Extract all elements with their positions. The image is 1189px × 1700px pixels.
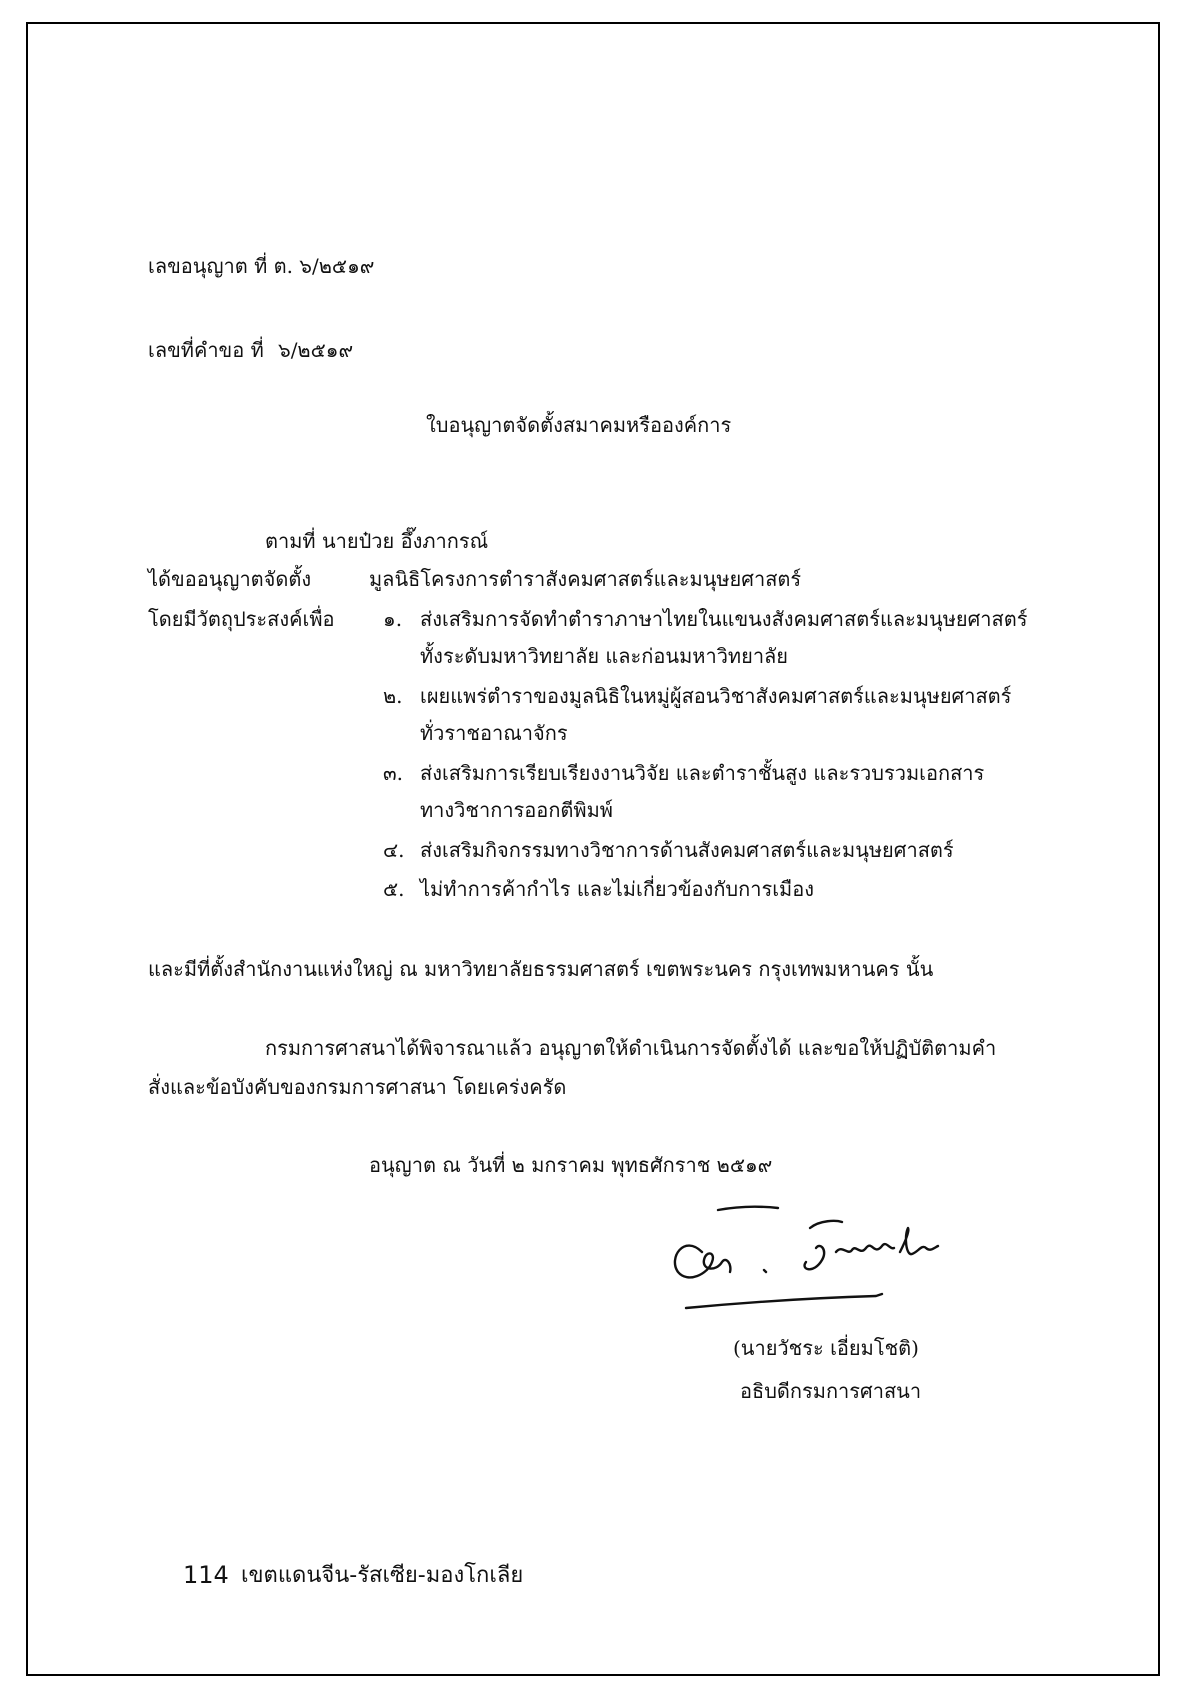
approval-line: กรมการศาสนาได้พิจารณาแล้ว อนุญาตให้ดำเนินการจัดตั้งได้ และขอให้ปฏิบัติตามคำ bbox=[265, 1036, 997, 1060]
objective-text-cont: ทั้งระดับมหาวิทยาลัย และก่อนมหาวิทยาลัย bbox=[420, 644, 789, 668]
request-number-value: ๖/๒๕๑๙ bbox=[278, 338, 354, 362]
approval-date: อนุญาต ณ วันที่ ๒ มกราคม พุทธศักราช ๒๕๑๙ bbox=[369, 1153, 773, 1177]
license-number: เลขอนุญาต ที่ ต. ๖/๒๕๑๙ bbox=[148, 254, 375, 278]
approval-line-cont: สั่งและข้อบังคับของกรมการศาสนา โดยเคร่งครัด bbox=[148, 1075, 567, 1099]
headquarters-line: และมีที่ตั้งสำนักงานแห่งใหญ่ ณ มหาวิทยาลัยธรรมศาสตร์ เขตพระนคร กรุงเทพมหานคร นั้น bbox=[148, 957, 934, 981]
document-title: ใบอนุญาตจัดตั้งสมาคมหรือองค์การ bbox=[426, 413, 732, 437]
objective-text: เผยแพร่ตำราของมูลนิธิในหมู่ผู้สอนวิชาสังคมศาสตร์และมนุษยศาสตร์ bbox=[420, 684, 1012, 708]
signatory-name: (นายวัชระ เอี่ยมโชติ) bbox=[733, 1336, 919, 1360]
book-title: เขตแดนจีน-รัสเซีย-มองโกเลีย bbox=[241, 1563, 524, 1588]
objective-text: ส่งเสริมกิจกรรมทางวิชาการด้านสังคมศาสตร์และมนุษยศาสตร์ bbox=[420, 838, 954, 862]
organization-name: มูลนิธิโครงการตำราสังคมศาสตร์และมนุษยศาสตร์ bbox=[369, 567, 802, 591]
objective-number: ๓. bbox=[383, 761, 404, 785]
objective-text-cont: ทางวิชาการออกตีพิมพ์ bbox=[420, 798, 613, 822]
objective-text: ไม่ทำการค้ากำไร และไม่เกี่ยวข้องกับการเมือง bbox=[420, 877, 815, 901]
objective-number: ๔. bbox=[383, 838, 405, 862]
page-number: 114 bbox=[183, 1561, 229, 1589]
signatory-position: อธิบดีกรมการศาสนา bbox=[740, 1379, 922, 1403]
purpose-label: โดยมีวัตถุประสงค์เพื่อ bbox=[148, 607, 335, 631]
request-label: ได้ขออนุญาตจัดตั้ง bbox=[148, 567, 312, 591]
signature-image bbox=[660, 1190, 980, 1310]
objective-text: ส่งเสริมการจัดทำตำราภาษาไทยในแขนงสังคมศาสตร์และมนุษยศาสตร์ bbox=[420, 607, 1028, 631]
request-number-label: เลขที่คำขอ ที่ bbox=[148, 338, 264, 362]
objective-text: ส่งเสริมการเรียบเรียงงานวิจัย และตำราชั้นสูง และรวบรวมเอกสาร bbox=[420, 761, 985, 785]
objective-number: ๒. bbox=[383, 684, 403, 708]
objective-number: ๕. bbox=[383, 877, 405, 901]
objective-text-cont: ทั่วราชอาณาจักร bbox=[420, 721, 568, 745]
applicant-line: ตามที่ นายป๋วย อึ๊งภากรณ์ bbox=[265, 529, 489, 553]
objective-number: ๑. bbox=[383, 607, 403, 631]
